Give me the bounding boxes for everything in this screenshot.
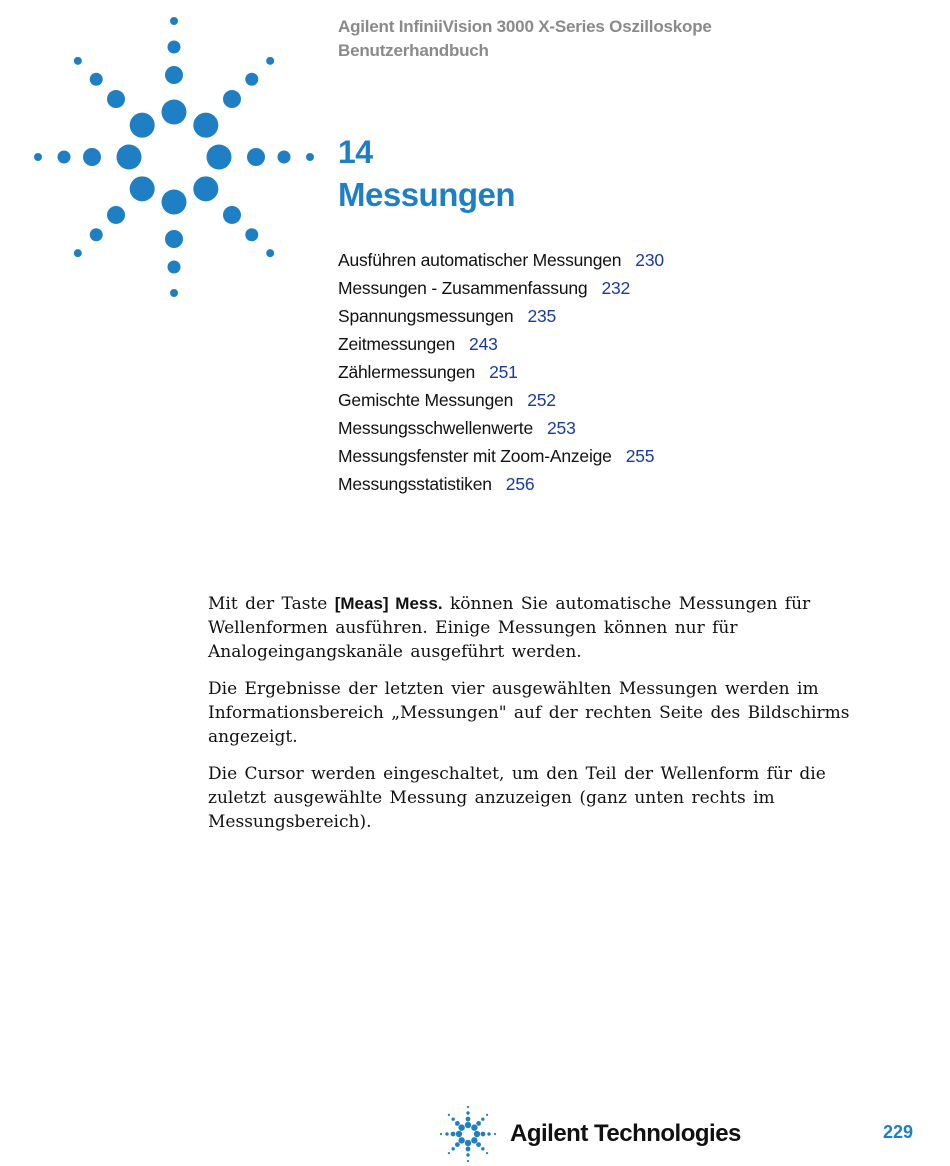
starburst-dot xyxy=(266,57,274,65)
toc-item-label: Messungsfenster mit Zoom-Anzeige xyxy=(338,446,612,466)
paragraph-text: können Sie automatische Messungen für Wellenformen ausführen. Einige Messungen können nur für Analogeingangskanäle ausgeführt werden. xyxy=(208,594,811,662)
starburst-dot xyxy=(162,100,187,125)
starburst-dot xyxy=(487,1132,490,1135)
starburst-dot xyxy=(466,1117,471,1122)
chapter-number: 14 xyxy=(338,134,373,170)
starburst-dot xyxy=(34,153,42,161)
starburst-dot xyxy=(451,1117,454,1120)
starburst-dot xyxy=(448,1152,450,1154)
starburst-dot xyxy=(170,289,178,297)
toc-item[interactable] xyxy=(338,470,664,498)
starburst-dot xyxy=(74,57,82,65)
starburst-dot xyxy=(170,17,178,25)
starburst-dot xyxy=(223,206,241,224)
toc-item-label: Spannungsmessungen xyxy=(338,306,514,326)
starburst-dot xyxy=(130,176,155,201)
starburst-dot xyxy=(74,249,82,257)
paragraph-text: Mit der Taste xyxy=(208,594,335,614)
starburst-dot xyxy=(162,190,187,215)
toc-page-number[interactable]: 256 xyxy=(505,474,535,494)
starburst-dot xyxy=(90,228,103,241)
starburst-dot xyxy=(117,145,142,170)
starburst-dot xyxy=(223,90,241,108)
starburst-dot xyxy=(458,1124,464,1130)
starburst-dot xyxy=(467,1106,469,1108)
starburst-dot xyxy=(486,1114,488,1116)
starburst-dot xyxy=(481,1147,484,1150)
toc-page-number[interactable]: 230 xyxy=(635,250,664,270)
starburst-dot xyxy=(476,1121,481,1126)
starburst-dot xyxy=(207,145,232,170)
paragraph-cursors: Die Cursor werden eingeschaltet, um den Teil der Wellenform für die zuletzt ausgewählte Messung anzuzeigen (ganz unten rechts im Messungsbereich). xyxy=(208,764,826,832)
toc-page-number[interactable]: 251 xyxy=(489,362,518,382)
toc-item[interactable] xyxy=(338,386,664,414)
toc-item-label: Gemischte Messungen xyxy=(338,390,514,410)
toc-item-label: Zeitmessungen xyxy=(338,334,456,354)
starburst-dot xyxy=(471,1124,477,1130)
toc-item-label: Messungsschwellenwerte xyxy=(338,418,533,438)
toc-item-label: Messungsstatistiken xyxy=(338,474,492,494)
footer-brand: Agilent Technologies xyxy=(510,1120,741,1147)
starburst-dot xyxy=(168,261,181,274)
paragraph-results: Die Ergebnisse der letzten vier ausgewählten Messungen werden im Informationsbereich „Messungen" auf der rechten Seite des Bildschirms angezeigt. xyxy=(208,679,850,747)
starburst-dot xyxy=(90,73,103,86)
toc-item-label: Ausführen automatischer Messungen xyxy=(338,250,622,270)
document-subtitle: Benutzerhandbuch xyxy=(338,41,489,60)
starburst-dot xyxy=(486,1152,488,1154)
starburst-dot xyxy=(467,1160,469,1162)
agilent-starburst-icon xyxy=(24,6,324,306)
meas-key-label: [Meas] Mess. xyxy=(334,594,443,613)
starburst-dot xyxy=(83,148,101,166)
toc-item[interactable] xyxy=(338,274,664,302)
starburst-dot xyxy=(193,176,218,201)
starburst-dot xyxy=(455,1142,460,1147)
starburst-dot xyxy=(278,151,291,164)
body-text xyxy=(208,592,888,847)
table-of-contents xyxy=(338,246,664,498)
starburst-dot xyxy=(466,1147,471,1152)
starburst-dot xyxy=(107,206,125,224)
chapter-title: Messungen xyxy=(338,176,516,213)
starburst-dot xyxy=(471,1137,477,1143)
document-title: Agilent InfiniiVision 3000 X-Series Oszilloskope xyxy=(338,17,712,36)
starburst-dot xyxy=(474,1131,480,1137)
starburst-dot xyxy=(494,1133,496,1135)
paragraph-intro xyxy=(208,592,888,664)
starburst-dot xyxy=(481,1117,484,1120)
starburst-dot xyxy=(266,249,274,257)
starburst-dot xyxy=(245,228,258,241)
toc-item-label: Messungen - Zusammenfassung xyxy=(338,278,588,298)
starburst-dot xyxy=(476,1142,481,1147)
toc-page-number[interactable]: 243 xyxy=(469,334,498,354)
toc-item[interactable] xyxy=(338,414,664,442)
starburst-dot xyxy=(245,73,258,86)
agilent-spark-icon xyxy=(440,1106,500,1166)
toc-page-number[interactable]: 235 xyxy=(527,306,557,326)
toc-page-number[interactable]: 253 xyxy=(547,418,576,438)
toc-item[interactable] xyxy=(338,246,664,274)
starburst-dot xyxy=(466,1153,469,1156)
starburst-dot xyxy=(247,148,265,166)
toc-item[interactable] xyxy=(338,302,664,330)
starburst-dot xyxy=(448,1114,450,1116)
starburst-dot xyxy=(451,1147,454,1150)
starburst-dot xyxy=(465,1140,471,1146)
starburst-dot xyxy=(168,41,181,54)
starburst-dot xyxy=(58,151,71,164)
toc-item-label: Zählermessungen xyxy=(338,362,476,382)
toc-item[interactable] xyxy=(338,330,664,358)
starburst-dot xyxy=(455,1121,460,1126)
toc-item[interactable] xyxy=(338,442,664,470)
toc-page-number[interactable]: 252 xyxy=(527,390,556,410)
starburst-dot xyxy=(306,153,314,161)
starburst-dot xyxy=(107,90,125,108)
starburst-dot xyxy=(481,1132,486,1137)
toc-item[interactable] xyxy=(338,358,664,386)
page-number: 229 xyxy=(883,1122,914,1142)
starburst-dot xyxy=(456,1131,462,1137)
starburst-dot xyxy=(193,113,218,138)
starburst-dot xyxy=(165,66,183,84)
starburst-dot xyxy=(458,1137,464,1143)
toc-page-number[interactable]: 232 xyxy=(601,278,631,298)
starburst-dot xyxy=(130,113,155,138)
starburst-dot xyxy=(465,1122,471,1128)
starburst-dot xyxy=(165,230,183,248)
toc-page-number[interactable]: 255 xyxy=(625,446,655,466)
starburst-dot xyxy=(440,1133,442,1135)
starburst-dot xyxy=(466,1111,469,1114)
starburst-dot xyxy=(451,1132,456,1137)
starburst-dot xyxy=(445,1132,448,1135)
